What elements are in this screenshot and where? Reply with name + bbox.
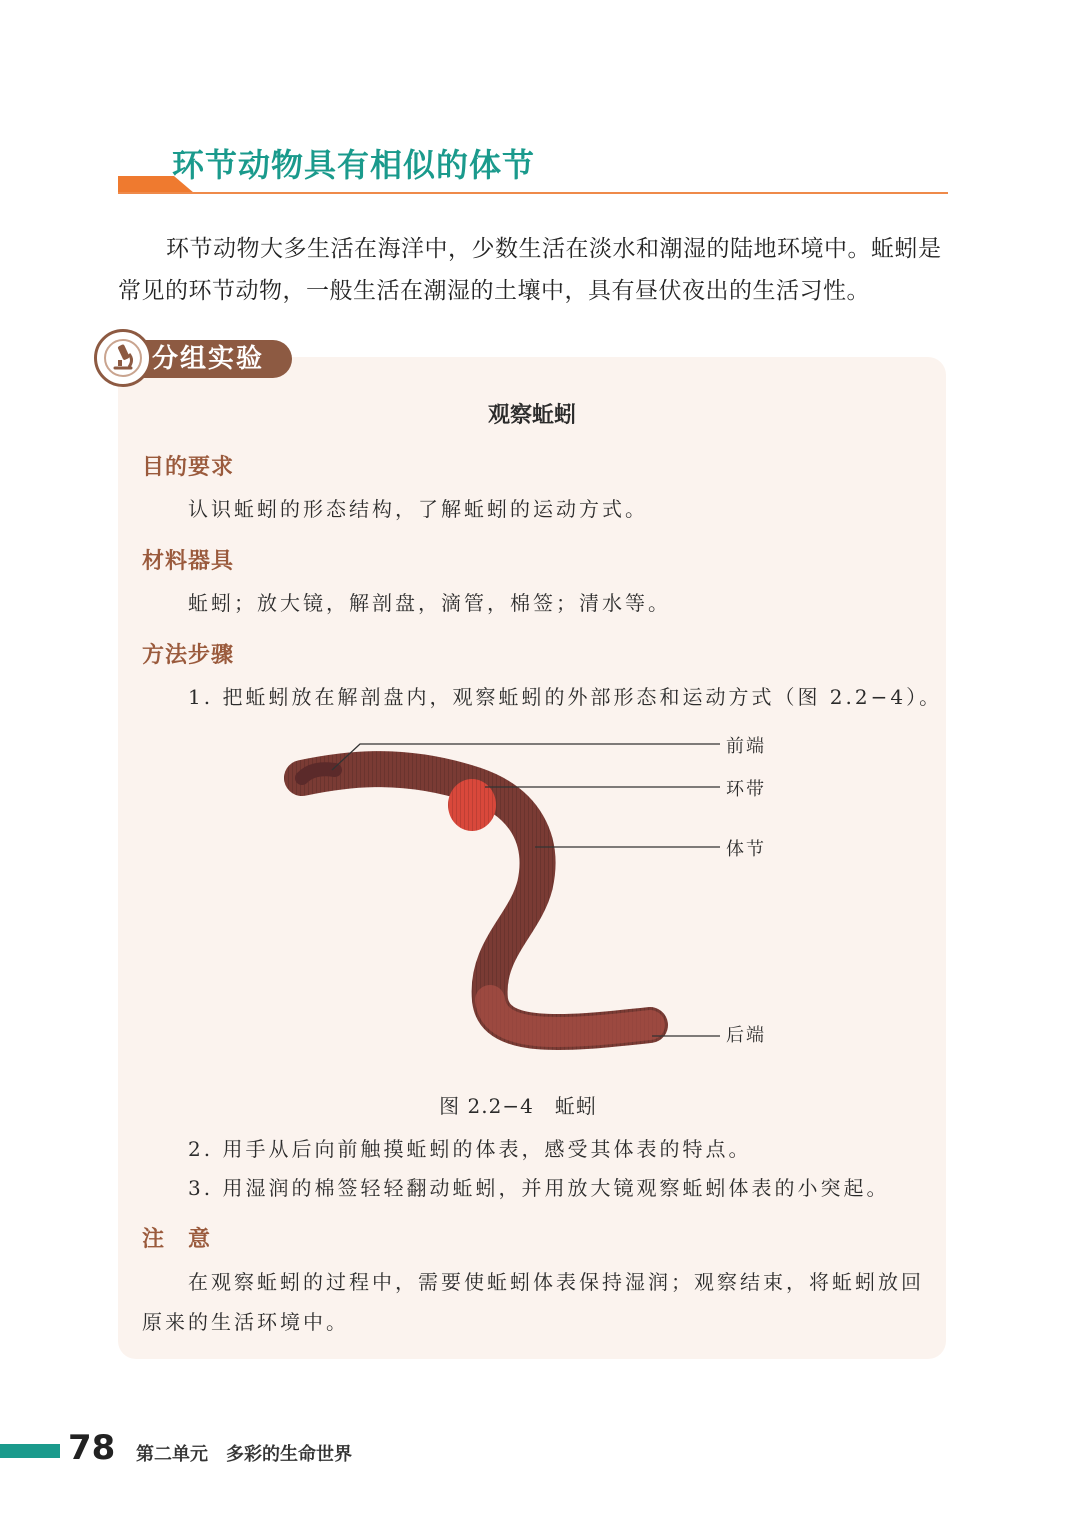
unit-title: 第二单元 多彩的生命世界 [136, 1444, 352, 1465]
label-segment: 体节 [726, 839, 766, 860]
step-1: 1. 把蚯蚓放在解剖盘内，观察蚯蚓的外部形态和运动方式（图 2.2−4）。 [188, 685, 943, 709]
materials-heading: 材料器具 [142, 549, 235, 574]
heading-underline [118, 192, 948, 194]
label-front: 前端 [726, 736, 766, 757]
section-title: 环节动物具有相似的体节 [172, 146, 536, 184]
step-2: 2. 用手从后向前触摸蚯蚓的体表，感受其体表的特点。 [188, 1137, 752, 1161]
method-heading: 方法步骤 [142, 643, 235, 668]
purpose-heading: 目的要求 [142, 455, 235, 480]
purpose-text: 认识蚯蚓的形态结构，了解蚯蚓的运动方式。 [188, 497, 648, 521]
intro-paragraph: 环节动物大多生活在海洋中，少数生活在淡水和潮湿的陆地环境中。蚯蚓是常见的环节动物，一般生活在潮湿的土壤中，具有昼伏夜出的生活习性。 [118, 236, 942, 304]
figure-caption: 图 2.2−4 蚯蚓 [439, 1094, 597, 1118]
footer-bar [0, 1444, 60, 1458]
step-3: 3. 用湿润的棉签轻轻翻动蚯蚓，并用放大镜观察蚯蚓体表的小突起。 [188, 1176, 890, 1200]
materials-text: 蚯蚓；放大镜，解剖盘，滴管，棉签；清水等。 [188, 591, 671, 615]
note-text: 在观察蚯蚓的过程中，需要使蚯蚓体表保持湿润；观察结束，将蚯蚓放回原来的生活环境中。 [142, 1270, 924, 1334]
experiment-title: 观察蚯蚓 [487, 403, 576, 428]
label-rear: 后端 [726, 1025, 766, 1046]
heading-accent-bar [118, 176, 174, 193]
note-heading: 注 意 [142, 1227, 212, 1252]
microscope-icon [94, 329, 152, 387]
experiment-badge: 分组实验 [140, 340, 292, 378]
page-number: 78 [68, 1428, 116, 1468]
earthworm-figure [280, 730, 800, 1080]
label-clitellum: 环带 [726, 779, 766, 800]
